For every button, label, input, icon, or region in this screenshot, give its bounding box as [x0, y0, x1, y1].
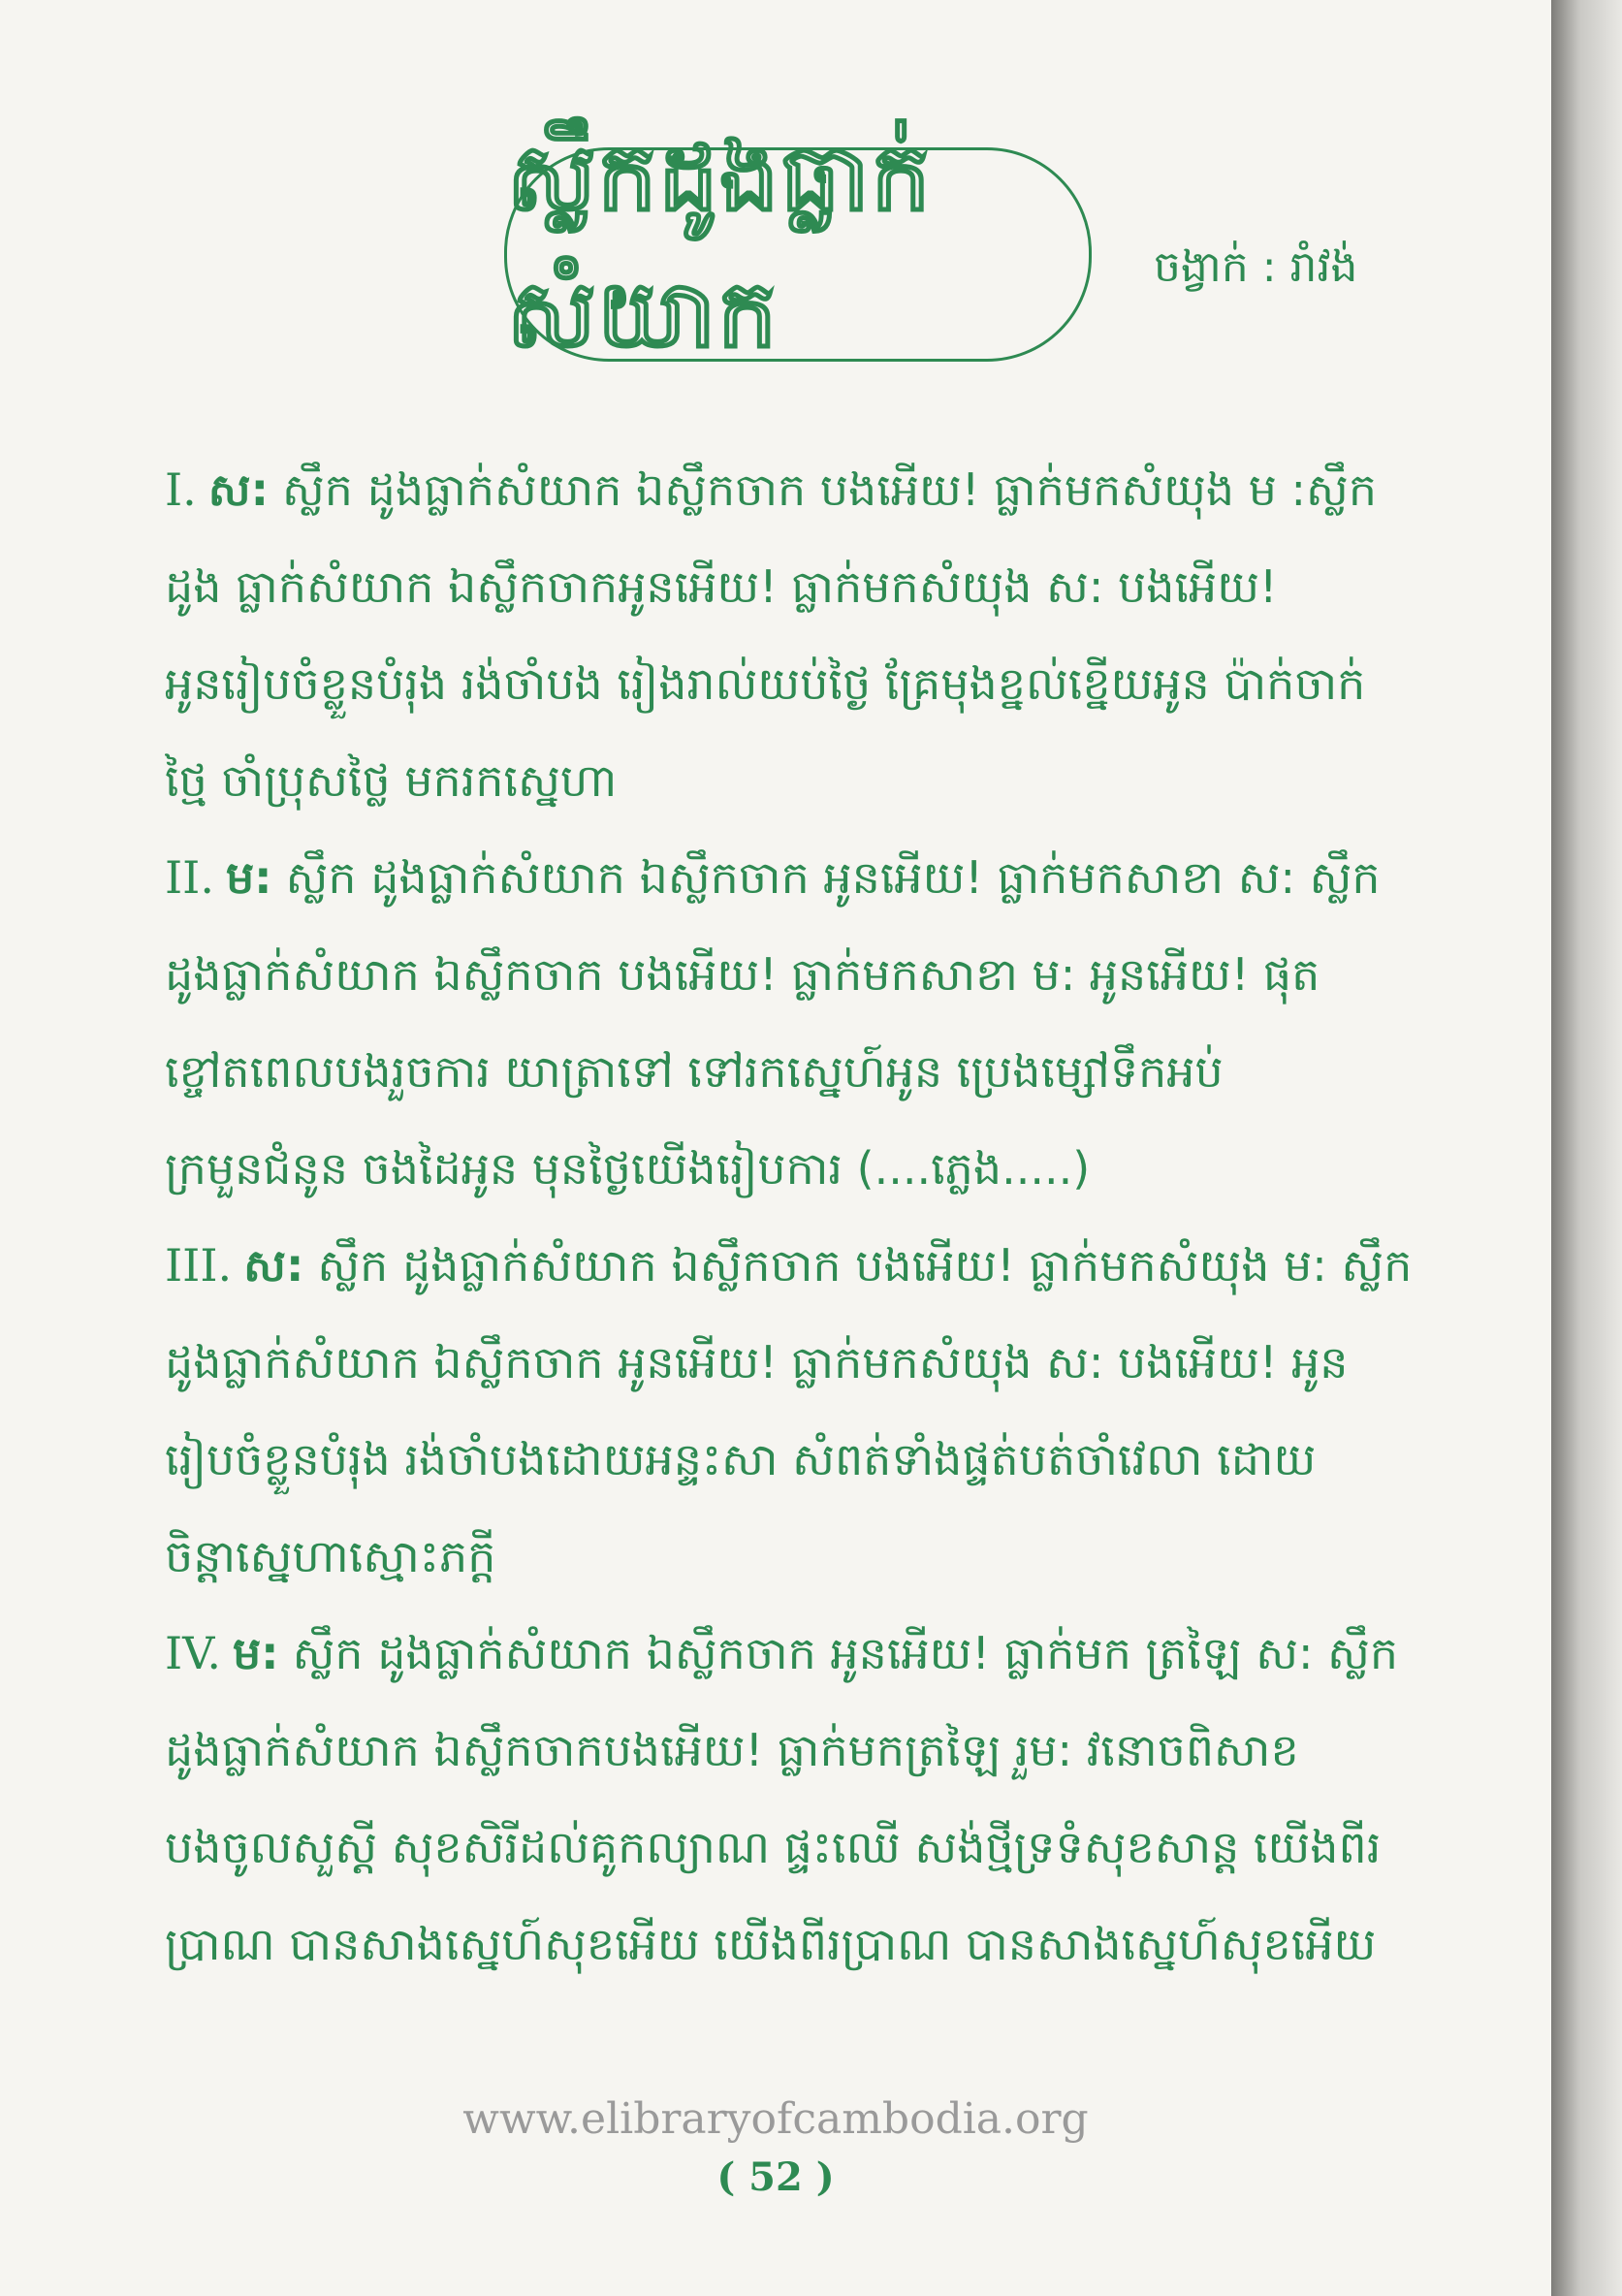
lyric-line: [165, 1799, 1445, 1896]
lyric-text: ស្លឹក ដូងធ្លាក់សំយាក ឯស្លឹកចាក បងអើយ! ធ្លាក់មកសំយុង ម :ស្លឹក: [282, 463, 1378, 516]
lyric-line: [165, 1120, 1445, 1217]
verse-number: II.: [165, 851, 214, 904]
title-frame: [504, 121, 1092, 368]
lyric-line: [165, 1217, 1445, 1314]
lyric-line: [165, 1508, 1445, 1605]
lyric-text: ស្លឹក ដូងធ្លាក់សំយាក ឯស្លឹកចាក អូនអើយ! ធ្លាក់មកសាខា ស: ស្លឹក: [285, 851, 1381, 904]
lyric-line: [165, 1314, 1445, 1411]
lyric-line: [165, 635, 1445, 732]
lyric-line: [165, 1702, 1445, 1799]
lyric-text: ខ្ចៅតពេលបងរួចការ យាត្រាទៅ ទៅរកស្នេហ៍អូន ប្រេងម្សៅទឹកអប់: [165, 1045, 1224, 1098]
lyric-line: [165, 732, 1445, 829]
lyric-line: [165, 1605, 1445, 1702]
lyric-text: ស្លឹក ដូងធ្លាក់សំយាក ឯស្លឹកចាក បងអើយ! ធ្លាក់មកសំយុង ម: ស្លឹក: [317, 1239, 1413, 1292]
song-title: ស្លឹកដូងធ្លាក់សំយាក: [507, 121, 933, 368]
speaker-label: ស:: [243, 1239, 304, 1292]
speaker-label: ម:: [232, 1627, 279, 1679]
lyric-text: ថ្មៃ ចាំប្រុសថ្លៃ មករកស្នេហា: [165, 754, 618, 807]
speaker-label: ម:: [225, 851, 272, 904]
lyric-text: ប្រាណ បានសាងស្នេហ៍សុខអើយ យើងពីរប្រាណ បានសាងស្នេហ៍សុខអើយ: [165, 1918, 1377, 1970]
verse-number: III.: [165, 1239, 233, 1292]
lyric-line: [165, 1023, 1445, 1120]
lyric-text: រៀបចំខ្លួនបំរុង រង់ចាំបងដោយអន្ទះសា សំពត់ទាំងផ្ទត់បត់ចាំវេលា ដោយ: [165, 1433, 1317, 1485]
speaker-label: ស:: [207, 463, 269, 516]
lyrics-body: [165, 441, 1445, 1993]
lyric-line: [165, 926, 1445, 1023]
lyric-text: បងចូលសួស្តី សុខសិរីដល់គូកល្យាណ ផ្ទះឈើ សង់ថ្មីទ្រទំសុខសាន្ត យើងពីរ: [165, 1821, 1382, 1873]
lyric-text: ចិន្តាស្នេហាស្មោះភក្តី: [165, 1530, 496, 1582]
lyric-text: ដូងធ្លាក់សំយាក ឯស្លឹកចាកបងអើយ! ធ្លាក់មកត្រឡៃ រួម: វនោចពិសាខ: [165, 1724, 1299, 1776]
lyric-text: អូនរៀបចំខ្លួនបំរុង រង់ចាំបង រៀងរាល់យប់ថ្ងៃ គ្រែមុងខ្នល់ខ្នើយអូន ប៉ាក់ចាក់: [165, 657, 1366, 710]
verse-number: I.: [165, 463, 197, 516]
lyric-text: ក្រមួនជំនូន ចងដៃអូន មុនថ្ងៃយើងរៀបការ (....ភ្លេង.....): [165, 1142, 1091, 1195]
page-number: ( 52 ): [716, 2154, 835, 2200]
lyric-text: ដូងធ្លាក់សំយាក ឯស្លឹកចាក អូនអើយ! ធ្លាក់មកសំយុង ស: បងអើយ! អូន: [165, 1336, 1349, 1388]
rhythm-label: ចង្វាក់ : រាំវង់: [1154, 242, 1358, 292]
lyric-line: [165, 441, 1445, 538]
lyric-text: ស្លឹក ដូងធ្លាក់សំយាក ឯស្លឹកចាក អូនអើយ! ធ្លាក់មក ត្រឡៃ ស: ស្លឹក: [292, 1627, 1399, 1679]
book-binding-edge: [1551, 0, 1622, 2296]
verse-number: IV.: [165, 1627, 221, 1679]
lyric-line: [165, 538, 1445, 635]
lyric-line: [165, 1896, 1445, 1993]
lyric-line: [165, 829, 1445, 926]
lyric-line: [165, 1411, 1445, 1508]
lyric-text: ដូង ធ្លាក់សំយាក ឯស្លឹកចាកអូនអើយ! ធ្លាក់មកសំយុង ស: បងអើយ!: [165, 560, 1278, 613]
lyric-text: ដូងធ្លាក់សំយាក ឯស្លឹកចាក បងអើយ! ធ្លាក់មកសាខា ម: អូនអើយ! ផុត: [165, 948, 1320, 1001]
website-watermark: www.elibraryofcambodia.org: [462, 2094, 1089, 2144]
